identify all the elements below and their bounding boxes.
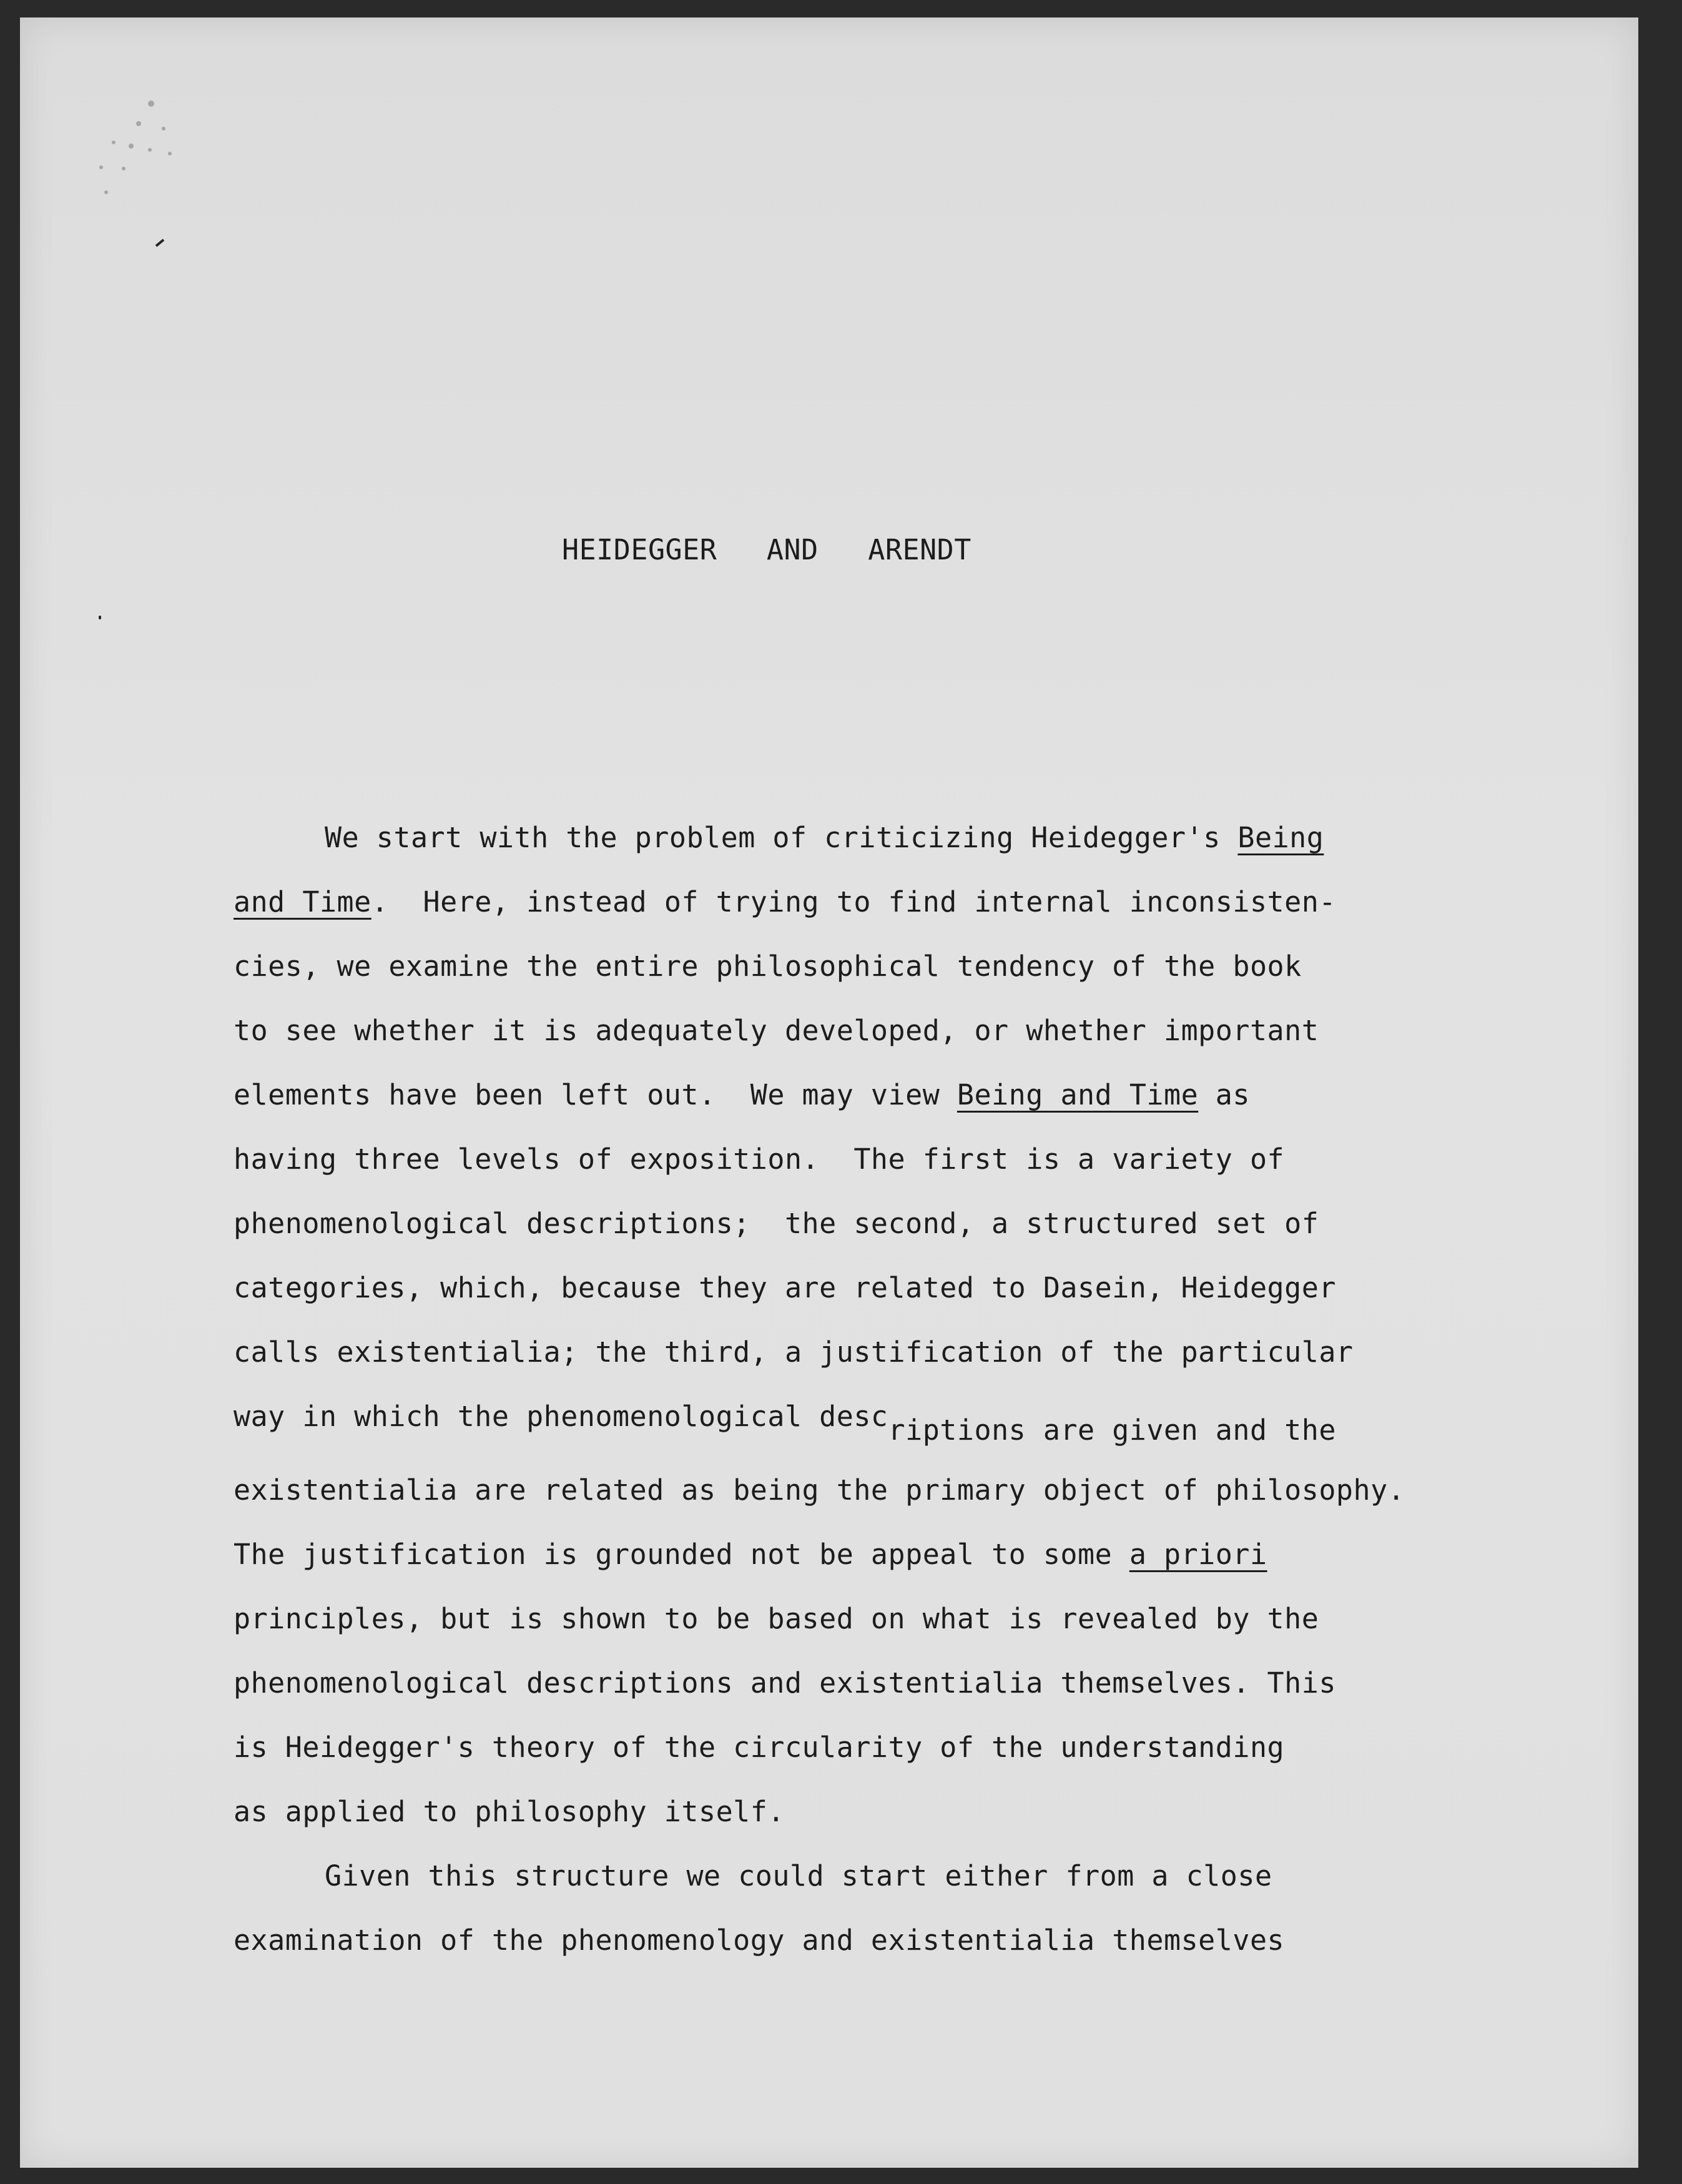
text-segment: examination of the phenomenology and existentialia themselves bbox=[234, 1924, 1285, 1957]
text-segment: . Here, instead of trying to find internal inconsisten- bbox=[371, 885, 1336, 918]
text-line bbox=[234, 1458, 1405, 1522]
text-segment: to see whether it is adequately developed, or whether important bbox=[234, 1014, 1319, 1047]
underlined-title: and Time bbox=[234, 885, 371, 918]
underlined-title: Being and Time bbox=[957, 1078, 1199, 1111]
text-segment: phenomenological descriptions; the second, a structured set of bbox=[234, 1207, 1319, 1240]
underlined-title: a priori bbox=[1129, 1538, 1267, 1571]
text-segment: categories, which, because they are related to Dasein, Heidegger bbox=[234, 1271, 1336, 1304]
typewritten-page bbox=[20, 17, 1638, 2168]
text-line bbox=[234, 1844, 1405, 1908]
text-segment: The justification is grounded not be appeal to some bbox=[234, 1538, 1129, 1571]
text-line bbox=[234, 870, 1405, 934]
text-segment: principles, but is shown to be based on what is revealed by the bbox=[234, 1602, 1319, 1635]
text-segment: way in which the phenomenological desc bbox=[234, 1400, 888, 1433]
text-line bbox=[234, 1779, 1405, 1844]
text-line bbox=[234, 1651, 1405, 1715]
body-text bbox=[234, 805, 1405, 1972]
text-line bbox=[234, 1127, 1405, 1191]
text-segment: cies, we examine the entire philosophical tendency of the book bbox=[234, 950, 1302, 983]
text-segment: Given this structure we could start either from a close bbox=[325, 1859, 1272, 1892]
page-title: HEIDEGGER AND ARENDT bbox=[562, 533, 971, 566]
text-segment: as bbox=[1198, 1078, 1250, 1111]
archive-smudge-marks bbox=[76, 99, 226, 261]
text-segment: is Heidegger's theory of the circularity of the understanding bbox=[234, 1731, 1285, 1764]
text-line bbox=[234, 1522, 1405, 1586]
text-line bbox=[234, 1586, 1405, 1651]
text-line bbox=[234, 805, 1405, 870]
text-line bbox=[234, 1063, 1405, 1127]
text-line bbox=[234, 1256, 1405, 1320]
text-line bbox=[234, 934, 1405, 998]
text-segment: elements have been left out. We may view bbox=[234, 1078, 957, 1111]
text-line bbox=[234, 1320, 1405, 1384]
text-segment: calls existentialia; the third, a justification of the particular bbox=[234, 1335, 1354, 1369]
text-line bbox=[234, 1384, 1405, 1458]
underlined-title: Being bbox=[1237, 821, 1324, 854]
ink-speck bbox=[99, 616, 101, 619]
text-segment: having three levels of exposition. The first is a variety of bbox=[234, 1143, 1285, 1176]
text-segment: as applied to philosophy itself. bbox=[234, 1795, 785, 1828]
text-segment: existentialia are related as being the primary object of philosophy. bbox=[234, 1473, 1405, 1507]
text-line bbox=[234, 1908, 1405, 1972]
text-line bbox=[234, 1715, 1405, 1779]
text-segment: riptions are given and the bbox=[888, 1414, 1336, 1447]
text-segment: phenomenological descriptions and existentialia themselves. This bbox=[234, 1666, 1336, 1699]
text-line bbox=[234, 1191, 1405, 1256]
text-segment: We start with the problem of criticizing Heidegger's bbox=[325, 821, 1238, 854]
text-line bbox=[234, 998, 1405, 1063]
